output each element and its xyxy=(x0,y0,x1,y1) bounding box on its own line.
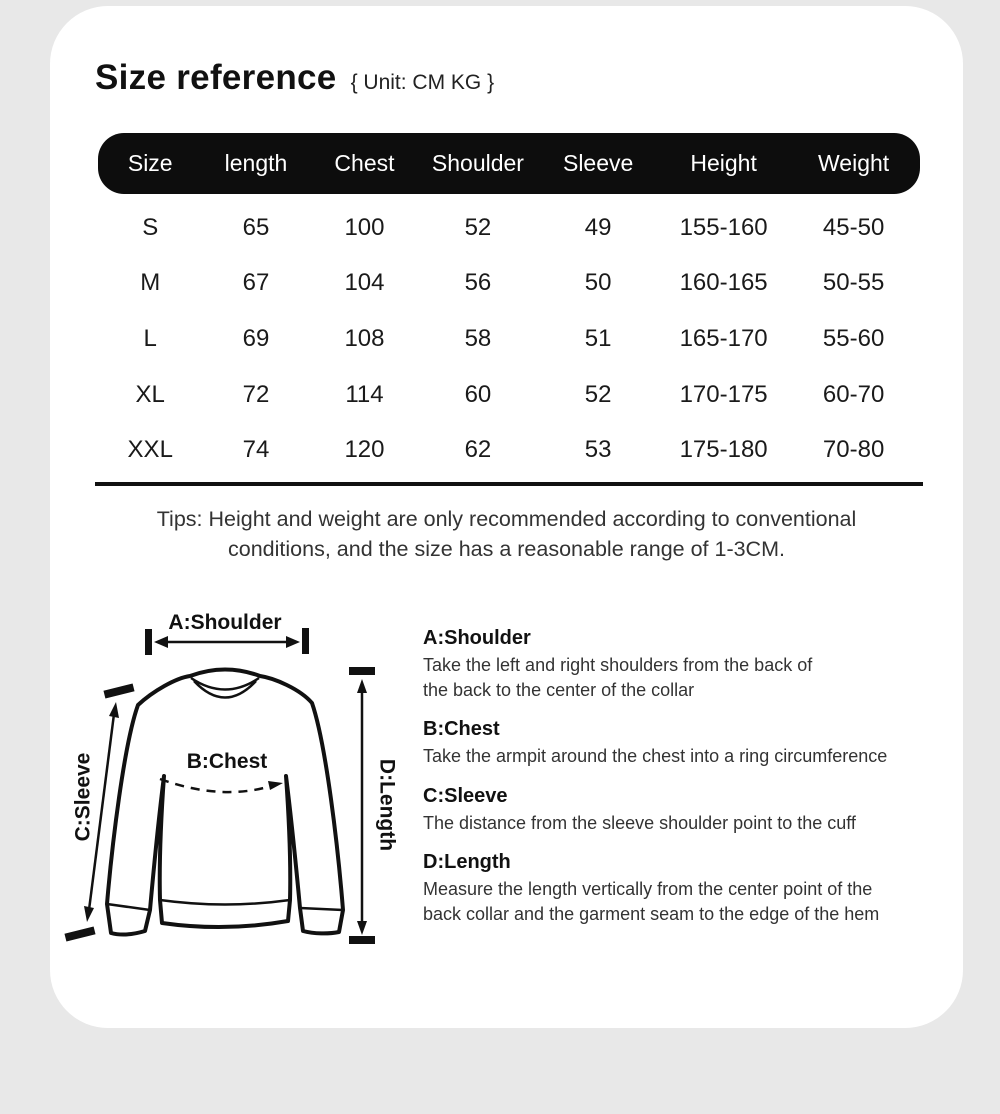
cell-chest: 108 xyxy=(344,324,385,352)
shoulder-label: A:Shoulder xyxy=(168,611,282,634)
length-arrowhead-bottom xyxy=(357,921,367,935)
cell-sleeve: 52 xyxy=(584,380,612,408)
cell-size: L xyxy=(143,324,157,352)
cell-shoulder: 56 xyxy=(464,269,492,297)
cell-size: XXL xyxy=(127,436,173,464)
size-table-header xyxy=(98,133,920,194)
table-row xyxy=(98,200,920,256)
cell-weight: 45-50 xyxy=(822,213,885,241)
measurement-line: Measure the length vertically from the center point of the xyxy=(423,879,873,899)
column-header-weight: Weight xyxy=(818,150,890,176)
cell-length: 72 xyxy=(242,380,270,408)
cell-size: XL xyxy=(135,380,165,408)
cell-length: 65 xyxy=(242,213,270,241)
sleeve-label: C:Sleeve xyxy=(71,752,95,842)
cell-chest: 104 xyxy=(344,269,385,297)
cell-height: 165-170 xyxy=(679,324,768,352)
size-reference-card xyxy=(50,6,963,1028)
tips-line-2: conditions, and the size has a reasonable range of 1-3CM. xyxy=(228,537,785,561)
measurement-line: back collar and the garment seam to the edge of the hem xyxy=(423,903,880,924)
table-row xyxy=(98,311,920,367)
sleeve-arrowhead-top xyxy=(109,702,119,718)
table-row xyxy=(98,422,920,478)
column-header-height: Height xyxy=(690,150,757,176)
cell-shoulder: 52 xyxy=(464,213,492,241)
measurement-line: The distance from the sleeve shoulder point to the cuff xyxy=(423,812,856,833)
cell-length: 74 xyxy=(242,436,270,464)
table-bottom-border xyxy=(95,482,923,486)
cell-weight: 60-70 xyxy=(822,380,885,408)
cell-length: 67 xyxy=(242,269,270,297)
column-header-length: length xyxy=(224,150,288,176)
unit-note: { Unit: CM KG } xyxy=(350,71,495,94)
shoulder-arrowhead-right xyxy=(286,636,300,648)
measurement-descriptions xyxy=(423,626,971,941)
sweatshirt-outline xyxy=(107,670,343,935)
cell-sleeve: 49 xyxy=(584,213,612,241)
cell-height: 170-175 xyxy=(679,380,768,408)
table-row xyxy=(98,367,920,423)
shoulder-arrowhead-left xyxy=(154,636,168,648)
measurement-sleeve xyxy=(423,784,971,836)
cell-weight: 55-60 xyxy=(822,324,885,352)
measurement-length xyxy=(423,850,971,926)
length-arrowhead-top xyxy=(357,679,367,693)
length-arrow-top-tick xyxy=(349,667,375,675)
shoulder-arrow-left-tick xyxy=(145,629,152,655)
size-table-body xyxy=(98,200,920,478)
measurement-heading: B:Chest xyxy=(423,718,500,740)
cell-height: 155-160 xyxy=(679,213,768,241)
sleeve-arrow-top-tick xyxy=(103,683,134,698)
cell-shoulder: 62 xyxy=(464,436,492,464)
measurement-line: Take the armpit around the chest into a ring circumference xyxy=(423,746,888,766)
measurement-heading: C:Sleeve xyxy=(423,784,508,807)
cell-height: 160-165 xyxy=(679,269,768,297)
tips-text xyxy=(50,504,963,564)
sleeve-arrowhead-bottom xyxy=(84,906,94,922)
cell-chest: 100 xyxy=(344,213,385,241)
cell-length: 69 xyxy=(242,324,270,352)
cell-height: 175-180 xyxy=(679,436,768,464)
title-text: Size reference xyxy=(95,58,337,97)
column-header-sleeve: Sleeve xyxy=(562,150,634,176)
column-header-chest: Chest xyxy=(334,150,395,176)
cell-shoulder: 58 xyxy=(464,324,492,352)
length-label: D:Length xyxy=(375,758,399,852)
page-title xyxy=(95,58,494,98)
garment-measurement-diagram xyxy=(55,592,425,967)
measurement-chest xyxy=(423,717,971,769)
shoulder-arrow-right-tick xyxy=(302,628,309,654)
cell-size: S xyxy=(142,213,159,241)
length-arrow-bottom-tick xyxy=(349,936,375,944)
measurement-heading: A:Shoulder xyxy=(423,627,531,649)
cell-sleeve: 50 xyxy=(584,269,612,297)
chest-label: B:Chest xyxy=(186,750,268,773)
tips-line-1: Tips: Height and weight are only recommended according to conventional xyxy=(156,507,857,531)
sleeve-arrow-bottom-tick xyxy=(64,926,95,941)
column-header-size: Size xyxy=(127,150,173,176)
table-row xyxy=(98,256,920,312)
cell-weight: 70-80 xyxy=(822,436,885,464)
measurement-line: the back to the center of the collar xyxy=(423,679,695,700)
cell-sleeve: 53 xyxy=(584,436,612,464)
measurement-heading: D:Length xyxy=(423,851,511,873)
cell-sleeve: 51 xyxy=(584,324,612,352)
measurement-shoulder xyxy=(423,626,971,702)
cell-chest: 114 xyxy=(345,380,384,408)
cell-chest: 120 xyxy=(344,436,385,464)
column-header-shoulder: Shoulder xyxy=(431,150,524,176)
measurement-line: Take the left and right shoulders from the back of xyxy=(423,655,813,675)
cell-weight: 50-55 xyxy=(822,269,885,297)
cell-size: M xyxy=(140,269,161,297)
cell-shoulder: 60 xyxy=(464,380,492,408)
